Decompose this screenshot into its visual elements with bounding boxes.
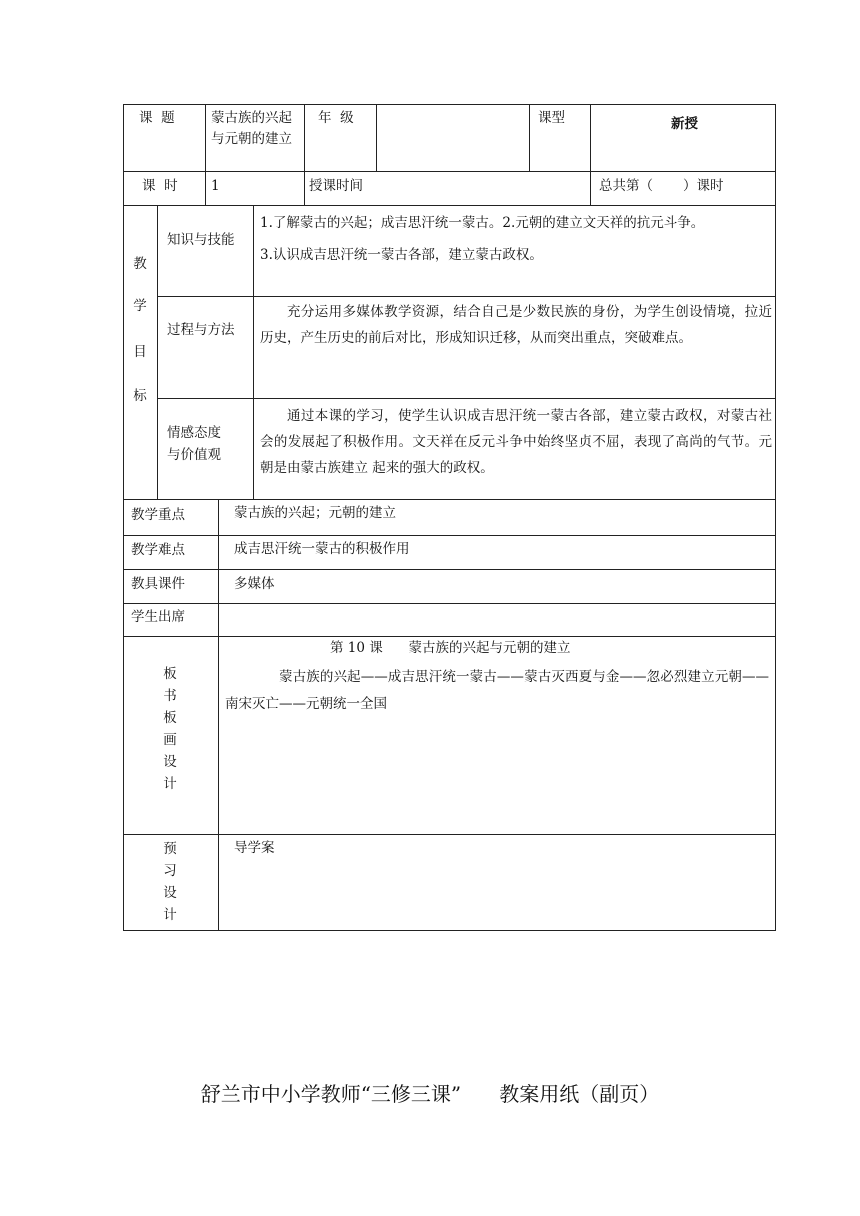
preview-label-char: 设 bbox=[163, 885, 177, 901]
emotion-values-text: 通过本课的学习，使学生认识成吉思汗统一蒙古各部，建立蒙古政权，对蒙古社会的发展起了积极作用。文天祥在反元斗争中始终坚贞不屈，表现了高尚的气节。元朝是由蒙古族建立 起来的强大的政权。 bbox=[260, 408, 772, 476]
total-periods-label: 总共第（ ）课时 bbox=[599, 178, 724, 194]
board-label-char: 设 bbox=[163, 754, 177, 770]
tools-value: 多媒体 bbox=[234, 576, 275, 592]
preview-value: 导学案 bbox=[234, 840, 275, 856]
topic-value: 蒙古族的兴起与元朝的建立 bbox=[211, 110, 292, 147]
knowledge-skills-line: 3.认识成吉思汗统一蒙古各部，建立蒙古政权。 bbox=[260, 247, 543, 263]
grade-label: 年 级 bbox=[318, 110, 354, 126]
teaching-time-label: 授课时间 bbox=[309, 178, 363, 194]
preview-label-char: 习 bbox=[163, 863, 177, 879]
period-label: 课 时 bbox=[142, 178, 178, 194]
attendance-label: 学生出席 bbox=[131, 609, 185, 625]
objectives-label-char: 目 bbox=[133, 344, 147, 360]
process-method-text: 充分运用多媒体教学资源，结合自己是少数民族的身份，为学生创设情境，拉近历史，产生历史的前后对比，形成知识迁移，从而突出重点，突破难点。 bbox=[260, 304, 772, 346]
key-points-label: 教学重点 bbox=[131, 507, 185, 523]
page-footer: 舒兰市中小学教师“三修三课” 教案用纸（副页） bbox=[200, 1082, 660, 1106]
key-points-value: 蒙古族的兴起；元朝的建立 bbox=[234, 505, 396, 521]
preview-label-char: 预 bbox=[163, 841, 177, 857]
preview-label-char: 计 bbox=[163, 907, 177, 923]
board-label-char: 计 bbox=[163, 776, 177, 792]
objectives-label-char: 标 bbox=[133, 388, 147, 404]
tools-label: 教具课件 bbox=[131, 576, 185, 592]
difficulties-label: 教学难点 bbox=[131, 542, 185, 558]
objectives-label-char: 教 bbox=[133, 256, 147, 272]
lesson-type-value: 新授 bbox=[671, 116, 698, 132]
difficulties-value: 成吉思汗统一蒙古的积极作用 bbox=[234, 541, 410, 557]
knowledge-skills-label: 知识与技能 bbox=[167, 232, 235, 248]
board-label-char: 书 bbox=[163, 688, 177, 704]
period-value: 1 bbox=[211, 178, 220, 194]
objectives-label-char: 学 bbox=[133, 298, 147, 314]
board-label-char: 画 bbox=[163, 732, 177, 748]
board-label-char: 板 bbox=[163, 666, 177, 682]
emotion-values-label: 情感态度 bbox=[167, 425, 221, 441]
topic-label: 课 题 bbox=[139, 110, 175, 126]
board-title: 第 10 课 蒙古族的兴起与元朝的建立 bbox=[330, 640, 571, 656]
board-label-char: 板 bbox=[163, 710, 177, 726]
knowledge-skills-line: 1.了解蒙古的兴起；成吉思汗统一蒙古。2.元朝的建立文天祥的抗元斗争。 bbox=[260, 215, 705, 231]
process-method-label: 过程与方法 bbox=[167, 322, 235, 338]
lesson-type-label: 课型 bbox=[538, 110, 565, 126]
board-text: 蒙古族的兴起——成吉思汗统一蒙古——蒙古灭西夏与金——忽必烈建立元朝——南宋灭亡——元朝统一全国 bbox=[225, 669, 769, 712]
emotion-values-label: 与价值观 bbox=[167, 447, 221, 463]
